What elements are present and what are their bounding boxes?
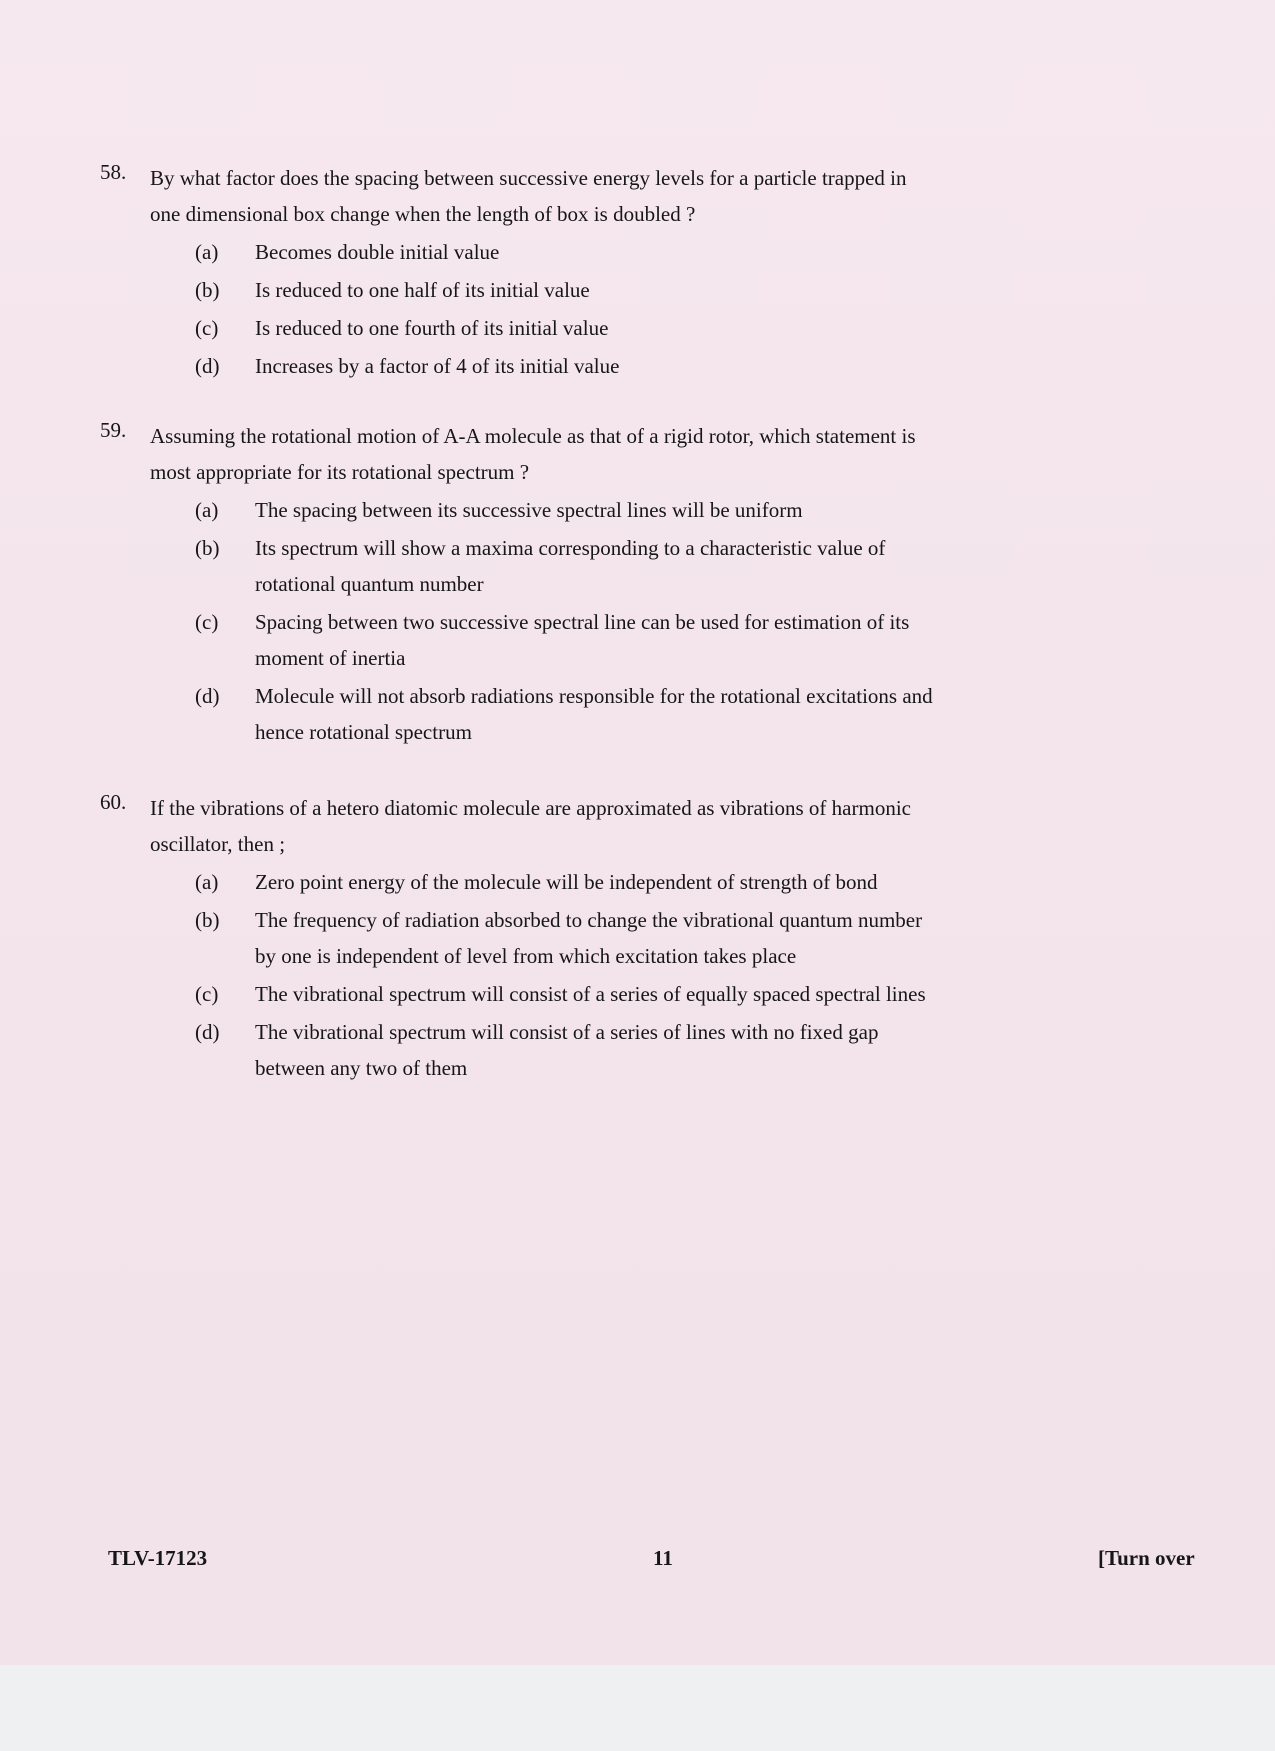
option-label: (b)	[195, 536, 220, 560]
turn-over-note: [Turn over	[1098, 1546, 1195, 1570]
option-text: Is reduced to one fourth of its initial value	[255, 316, 609, 340]
option-text: Its spectrum will show a maxima corresponding to a characteristic value of rotational quantum number	[255, 536, 886, 596]
option-a	[195, 234, 940, 270]
question-number: 60.	[100, 790, 127, 814]
option-label: (d)	[195, 684, 220, 708]
option-label: (c)	[195, 610, 219, 634]
option-c	[195, 976, 940, 1012]
option-label: (c)	[195, 982, 219, 1006]
page-number: 11	[653, 1546, 673, 1570]
options-list	[100, 492, 940, 750]
option-label: (a)	[195, 498, 219, 522]
option-text: Molecule will not absorb radiations responsible for the rotational excitations and hence rotational spectrum	[255, 684, 933, 744]
scan-margin	[0, 1665, 1275, 1751]
option-text: Spacing between two successive spectral line can be used for estimation of its moment of inertia	[255, 610, 910, 670]
option-label: (d)	[195, 1020, 220, 1044]
option-text: The vibrational spectrum will consist of a series of lines with no fixed gap between any two of them	[255, 1020, 879, 1080]
option-text: Increases by a factor of 4 of its initial value	[255, 354, 620, 378]
option-b	[195, 272, 940, 308]
option-text: The spacing between its successive spectral lines will be uniform	[255, 498, 803, 522]
question-text: By what factor does the spacing between successive energy levels for a particle trapped in one dimensional box change when the length of box is doubled ?	[150, 166, 907, 226]
question-text: If the vibrations of a hetero diatomic molecule are approximated as vibrations of harmonic oscillator, then ;	[150, 796, 911, 856]
paper-code: TLV-17123	[108, 1546, 208, 1570]
option-text: Is reduced to one half of its initial value	[255, 278, 590, 302]
option-d	[195, 678, 940, 750]
option-label: (c)	[195, 316, 219, 340]
option-text: The frequency of radiation absorbed to change the vibrational quantum number by one is independent of level from which excitation takes place	[255, 908, 923, 968]
options-list	[100, 864, 940, 1086]
question-59	[100, 418, 940, 752]
option-text: Zero point energy of the molecule will be independent of strength of bond	[255, 870, 878, 894]
question-number: 58.	[100, 160, 127, 184]
option-label: (d)	[195, 354, 220, 378]
question-60	[100, 790, 940, 1088]
options-list	[100, 234, 940, 384]
option-d	[195, 348, 940, 384]
option-label: (b)	[195, 908, 220, 932]
option-d	[195, 1014, 940, 1086]
option-label: (a)	[195, 240, 219, 264]
option-a	[195, 864, 940, 900]
question-58	[100, 160, 940, 386]
question-text: Assuming the rotational motion of A-A molecule as that of a rigid rotor, which statement is most appropriate for its rotational spectrum ?	[150, 424, 916, 484]
option-c	[195, 604, 940, 676]
option-text: Becomes double initial value	[255, 240, 500, 264]
option-text: The vibrational spectrum will consist of a series of equally spaced spectral lines	[255, 982, 926, 1006]
option-c	[195, 310, 940, 346]
option-label: (b)	[195, 278, 220, 302]
option-b	[195, 902, 940, 974]
option-a	[195, 492, 940, 528]
option-label: (a)	[195, 870, 219, 894]
question-number: 59.	[100, 418, 127, 442]
option-b	[195, 530, 940, 602]
